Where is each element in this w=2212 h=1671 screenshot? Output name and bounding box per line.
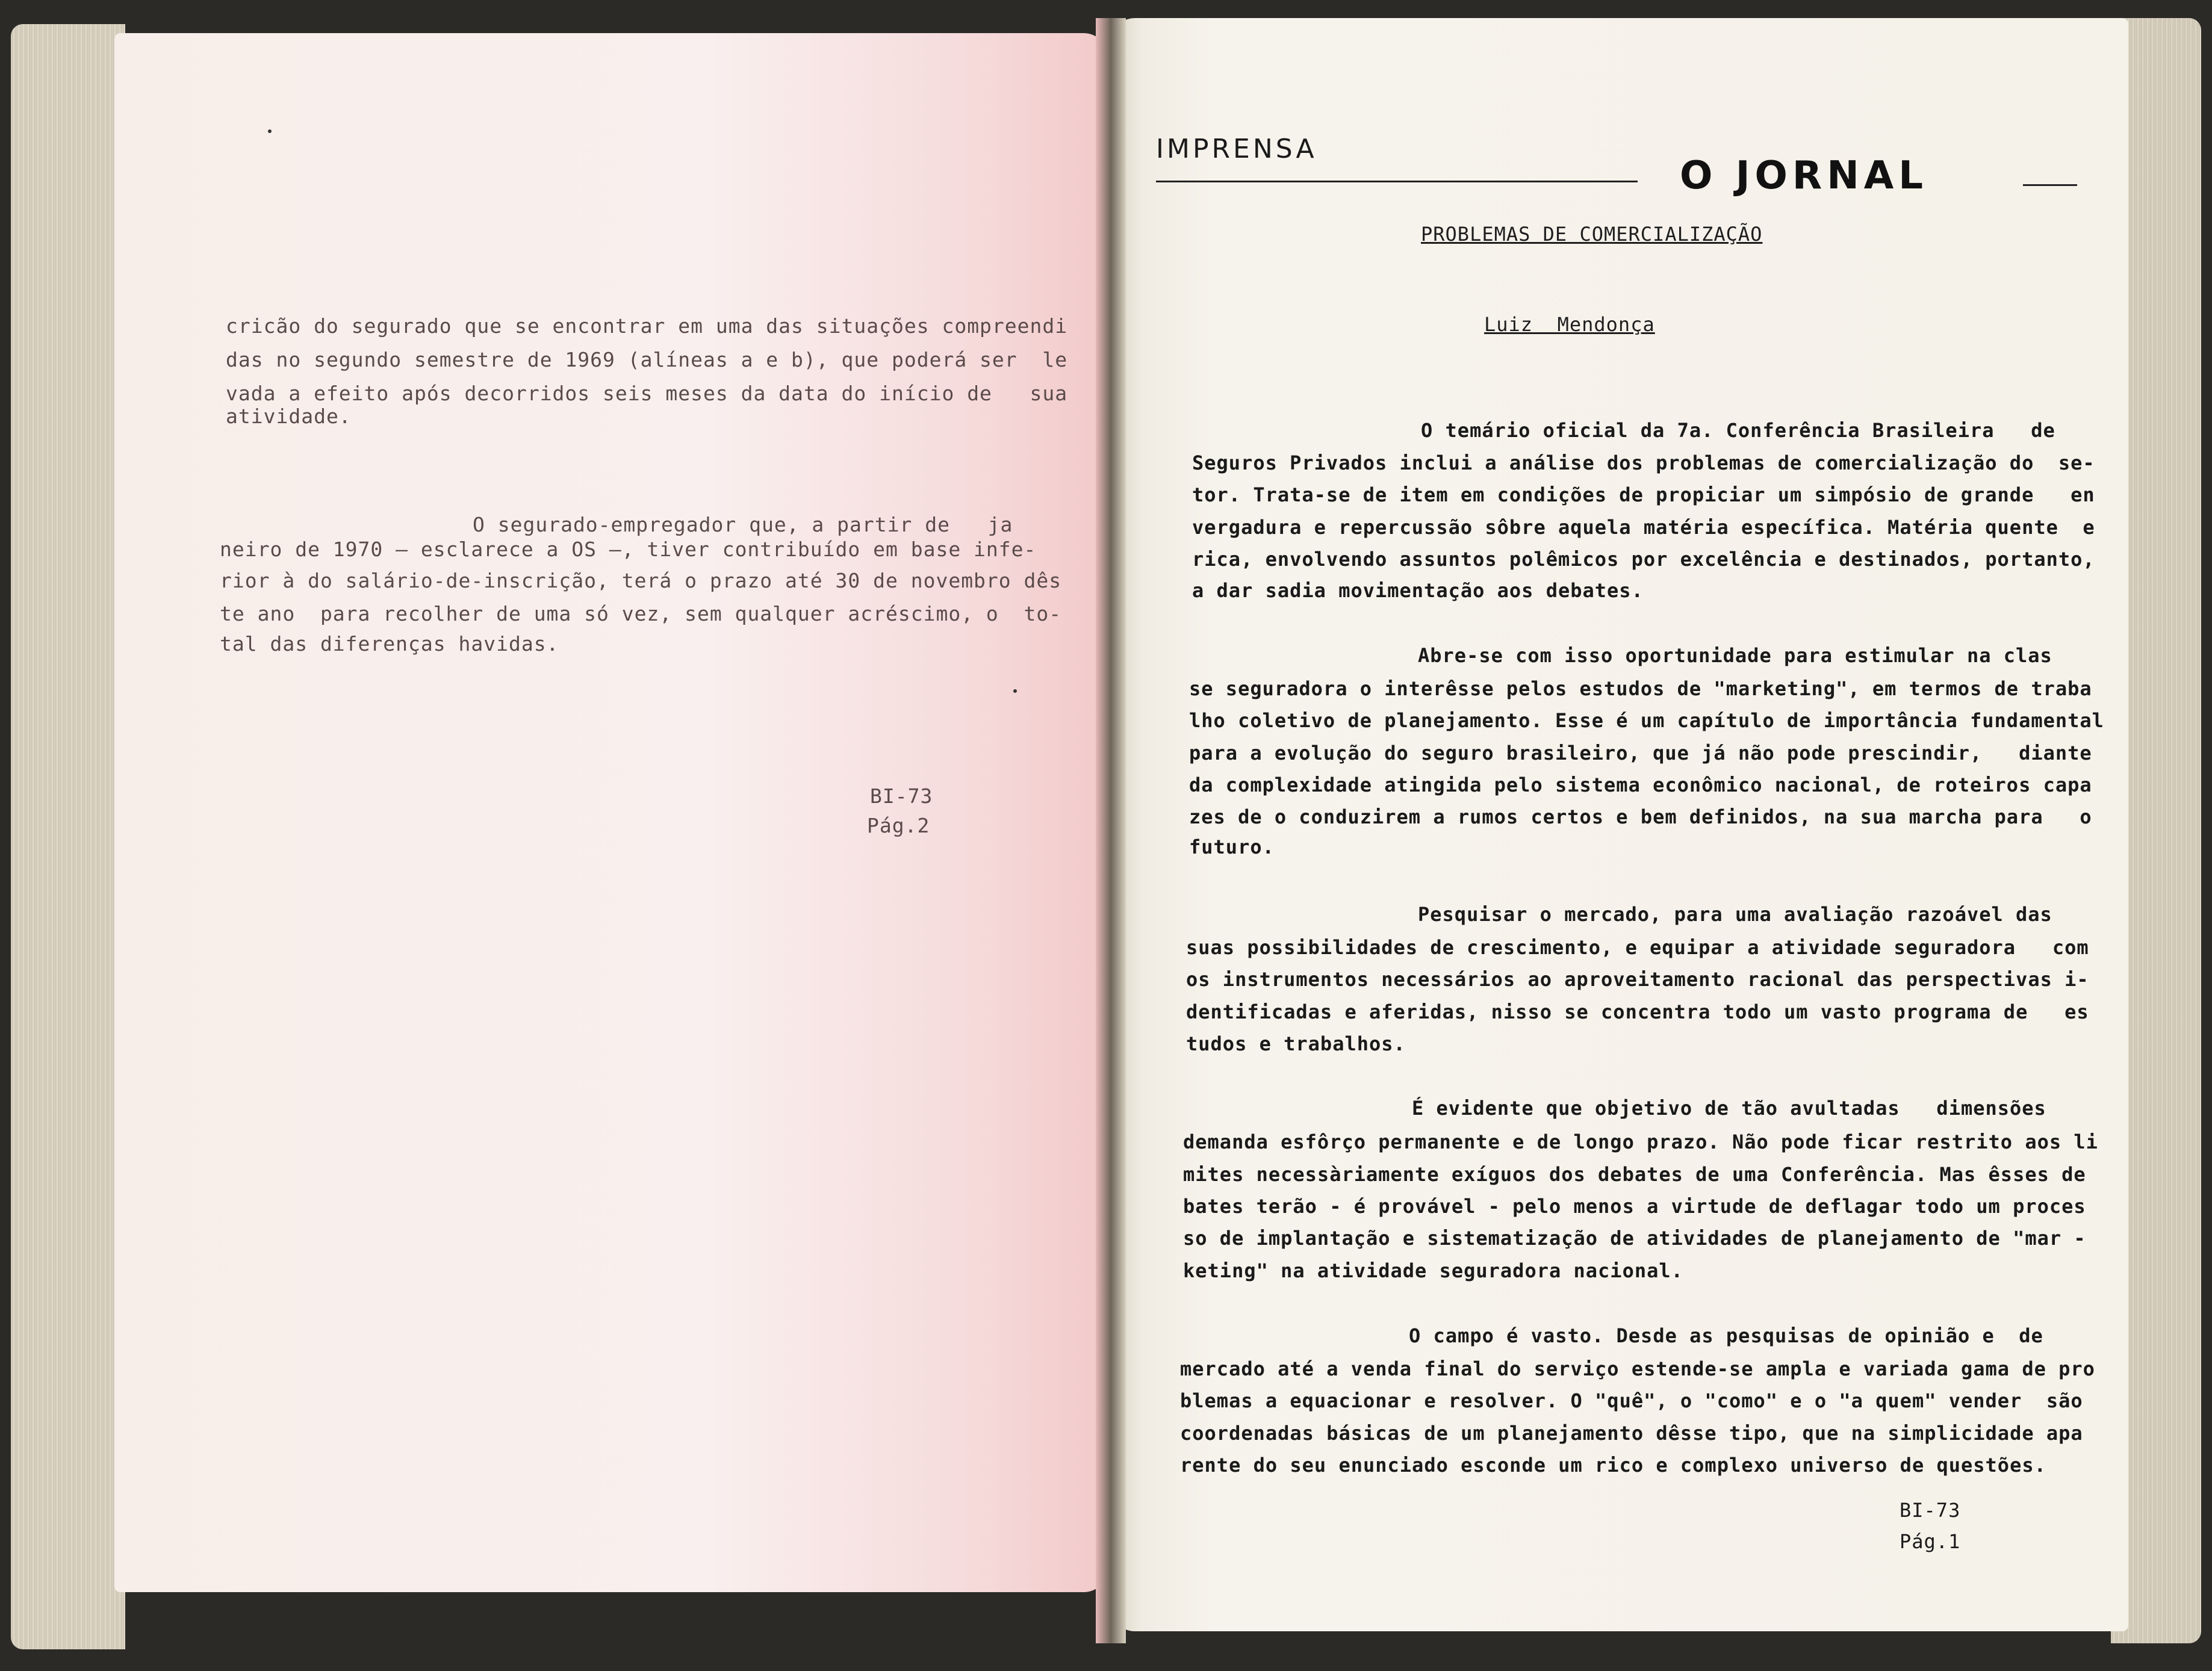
text-line: Seguros Privados inclui a análise dos problemas de comercialização do se- <box>1192 451 2095 474</box>
text-line: rior à do salário-de-inscrição, terá o prazo até 30 de novembro dês <box>220 569 1062 592</box>
text-line: cricão do segurado que se encontrar em uma das situações compreendi <box>226 314 1068 338</box>
page-footer-code: BI-73 <box>1900 1499 1961 1522</box>
text-line: rente do seu enunciado esconde um rico e complexo universo de questões. <box>1180 1454 2046 1477</box>
text-line: mercado até a venda final do serviço estende-se ampla e variada gama de pro <box>1180 1357 2095 1380</box>
book-gutter <box>1096 18 1126 1643</box>
text-line: dentificadas e aferidas, nisso se concentra todo um vasto programa de es <box>1186 1000 2089 1023</box>
page-number: Pág.1 <box>1900 1530 1961 1553</box>
text-line: rica, envolvendo assuntos polêmicos por excelência e destinados, portanto, <box>1192 548 2095 571</box>
ink-speck <box>1013 689 1017 693</box>
text-line: vada a efeito após decorridos seis meses da data do início de sua <box>226 382 1068 405</box>
text-line: É evidente que objetivo de tão avultadas dimensões <box>1412 1097 2046 1120</box>
text-line: te ano para recolher de uma só vez, sem qualquer acréscimo, o to- <box>220 602 1062 625</box>
text-line: blemas a equacionar e resolver. O "quê", o "como" e o "a quem" vender são <box>1180 1389 2083 1412</box>
header-rule <box>1156 181 1638 182</box>
text-line: os instrumentos necessários ao aproveitamento racional das perspectivas i- <box>1186 968 2089 991</box>
text-line: zes de o conduzirem a rumos certos e bem definidos, na sua marcha para o <box>1189 805 2092 828</box>
text-line: a dar sadia movimentação aos debates. <box>1192 579 1644 602</box>
text-line: se seguradora o interêsse pelos estudos de "marketing", em termos de traba <box>1189 677 2092 700</box>
text-line: Pesquisar o mercado, para uma avaliação razoável das <box>1418 903 2052 926</box>
text-line: so de implantação e sistematização de atividades de planejamento de "mar - <box>1183 1227 2086 1250</box>
page-footer-code: BI-73 <box>870 784 933 808</box>
left-page <box>114 33 1108 1592</box>
header-rule-right <box>2023 184 2077 186</box>
section-label: IMPRENSA <box>1156 134 1317 164</box>
text-line: para a evolução do seguro brasileiro, que já não pode prescindir, diante <box>1189 742 2092 764</box>
text-line: da complexidade atingida pelo sistema econômico nacional, de roteiros capa <box>1189 773 2092 796</box>
text-line: Abre-se com isso oportunidade para estimular na clas <box>1418 644 2052 667</box>
text-line: neiro de 1970 — esclarece a OS —, tiver contribuído em base infe- <box>220 538 1037 561</box>
text-line: keting" na atividade seguradora nacional. <box>1183 1259 1683 1282</box>
text-line: lho coletivo de planejamento. Esse é um capítulo de importância fundamental <box>1189 709 2104 732</box>
text-line: tal das diferenças havidas. <box>220 632 559 656</box>
text-line: suas possibilidades de crescimento, e equipar a atividade seguradora com <box>1186 936 2089 959</box>
newspaper-masthead: O JORNAL <box>1680 153 1928 198</box>
text-line: vergadura e repercussão sôbre aquela matéria específica. Matéria quente e <box>1192 516 2095 539</box>
text-line: O segurado-empregador que, a partir de ja <box>473 513 1013 536</box>
text-line: O campo é vasto. Desde as pesquisas de opinião e de <box>1409 1324 2043 1347</box>
ink-speck <box>268 129 272 133</box>
article-author: Luiz Mendonça <box>1484 313 1655 336</box>
book-left-edge <box>11 24 125 1649</box>
text-line: mites necessàriamente exíguos dos debates de uma Conferência. Mas êsses de <box>1183 1163 2086 1186</box>
text-line: das no segundo semestre de 1969 (alíneas a e b), que poderá ser le <box>226 348 1068 371</box>
page-number: Pág.2 <box>867 814 930 837</box>
text-line: coordenadas básicas de um planejamento dêsse tipo, que na simplicidade apa <box>1180 1422 2083 1445</box>
text-line: atividade. <box>226 405 352 428</box>
article-title: PROBLEMAS DE COMERCIALIZAÇÃO <box>1421 223 1763 246</box>
text-line: bates terão - é provável - pelo menos a virtude de deflagar todo um proces <box>1183 1195 2086 1218</box>
text-line: tudos e trabalhos. <box>1186 1032 1406 1055</box>
text-line: tor. Trata-se de item em condições de propiciar um simpósio de grande en <box>1192 483 2095 506</box>
text-line: O temário oficial da 7a. Conferência Brasileira de <box>1421 419 2055 442</box>
text-line: demanda esfôrço permanente e de longo prazo. Não pode ficar restrito aos li <box>1183 1130 2098 1153</box>
text-line: futuro. <box>1189 836 1275 858</box>
